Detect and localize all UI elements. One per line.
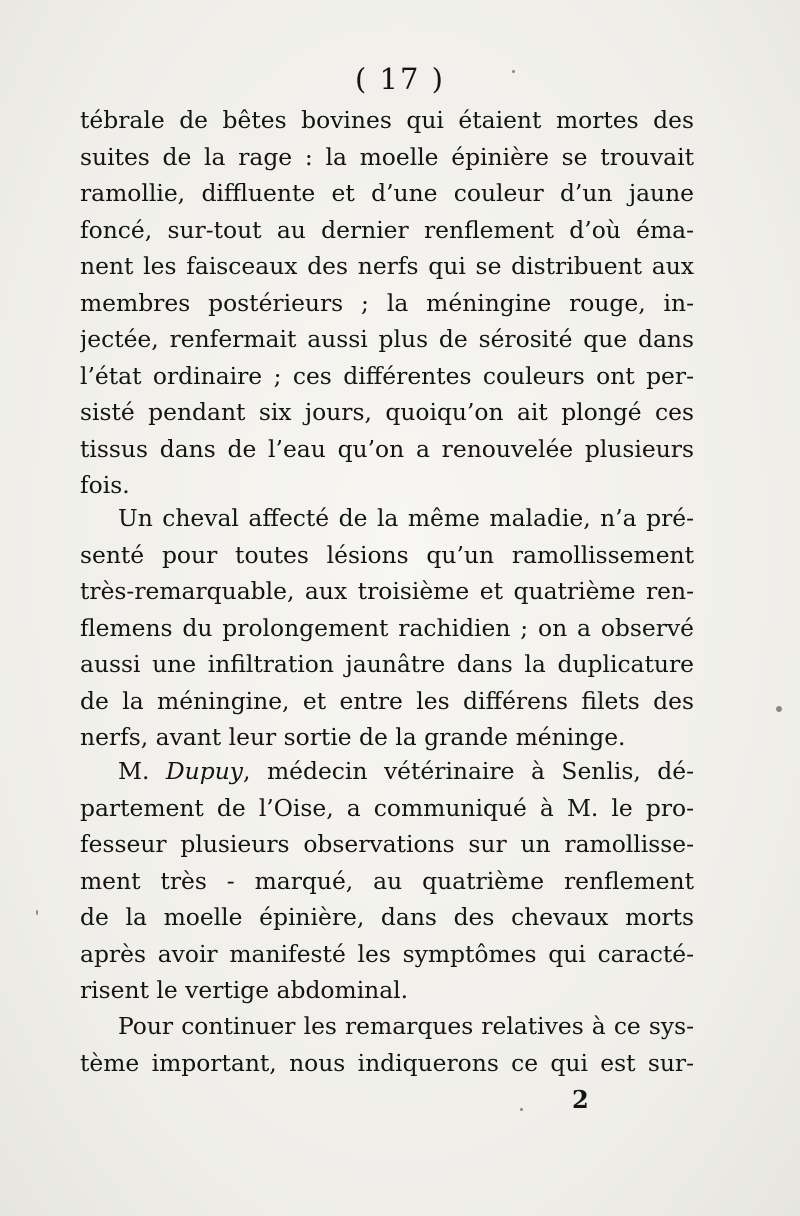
speck: [520, 1108, 523, 1111]
person-name: Dupuy: [165, 757, 243, 785]
text-line: aussi une infiltration jaunâtre dans la duplicature: [80, 650, 694, 678]
text-line: [80, 753, 694, 790]
text-line: ramollie, diffluente et d’une couleur d’un jaune: [80, 179, 694, 207]
speck: [512, 70, 515, 73]
paragraph-2: [80, 500, 694, 756]
text-line: membres postérieurs ; la méningine rouge, in-: [80, 288, 694, 317]
text-line: partement de l’Oise, a communiqué à M. le pro-: [80, 793, 694, 822]
text-line: après avoir manifesté les symptômes qui caracté-: [80, 939, 694, 968]
text-line: fois.: [80, 471, 130, 499]
text-line: nent les faisceaux des nerfs qui se distribuent aux: [80, 252, 694, 280]
text-line: l’état ordinaire ; ces différentes couleurs ont per-: [80, 361, 694, 390]
text-line: tème important, nous indiquerons ce qui est sur-: [80, 1048, 694, 1077]
speck: [776, 706, 782, 712]
text-line: Pour continuer les remarques relatives à ce sys-: [118, 1012, 694, 1040]
text-line: suites de la rage : la moelle épinière se trouvait: [80, 142, 694, 171]
text-line: nerfs, avant leur sortie de la grande méninge.: [80, 723, 626, 751]
paragraph-1: [80, 102, 694, 504]
text-line: senté pour toutes lésions qu’un ramollissement: [80, 540, 694, 569]
text-line: fesseur plusieurs observations sur un ramollisse-: [80, 830, 694, 858]
text-line: tissus dans de l’eau qu’on a renouvelée plusieurs: [80, 434, 694, 463]
text-line: de la méningine, et entre les différens filets des: [80, 686, 694, 715]
text-lead: M.: [118, 757, 166, 785]
text-line: foncé, sur-tout au dernier renflement d’où éma-: [80, 215, 694, 244]
text-line: ment très - marqué, au quatrième renflement: [80, 866, 694, 895]
text-line: flemens du prolongement rachidien ; on a observé: [80, 613, 694, 642]
text-line: de la moelle épinière, dans des chevaux morts: [80, 903, 694, 931]
paragraph-3: [80, 753, 694, 1009]
page-number: ( 17 ): [355, 62, 445, 96]
text-line: tébrale de bêtes bovines qui étaient mortes des: [80, 106, 694, 134]
text-lead-rest: , médecin vétérinaire à Senlis, dé-: [243, 757, 694, 785]
text-line: risent le vertige abdominal.: [80, 976, 409, 1004]
text-line: Un cheval affecté de la même maladie, n’a pré-: [118, 504, 694, 532]
signature-mark: 2: [572, 1085, 589, 1114]
text-line: jectée, renfermait aussi plus de sérosité que dans: [80, 325, 694, 353]
speck: [36, 910, 38, 915]
text-line: très-remarquable, aux troisième et quatrième ren-: [80, 577, 694, 605]
text-line: sisté pendant six jours, quoiqu’on ait plongé ces: [80, 398, 694, 426]
paragraph-4: [80, 1008, 694, 1081]
